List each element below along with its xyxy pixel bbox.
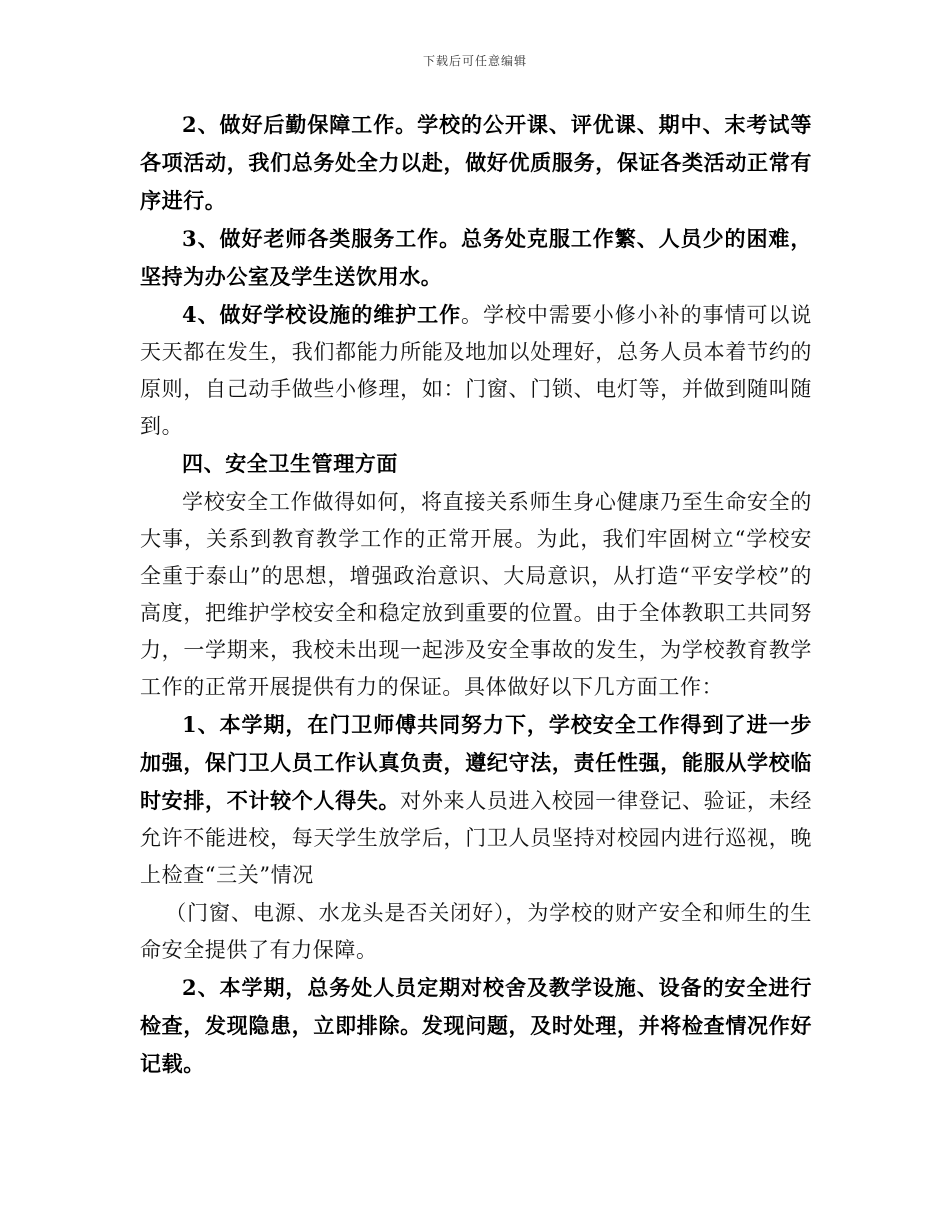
paragraph-safety-intro [140,483,812,706]
section-heading-text: 四、安全卫生管理方面 [182,451,398,476]
document-body [140,106,812,1083]
section-heading-safety [140,445,812,483]
paragraph-text: 对外来人员进入校园一律登记、验证，未经允许不能进校，每天学生放学后，门卫人员坚持对校园内进行巡视，晚上检查“三关”情况 [140,789,812,887]
paragraph-gatekeeper [140,706,812,894]
paragraph-teacher-service [140,220,812,296]
paragraph-bold-text: 1、本学期，在门卫师傅共同努力下，学校安全工作得到了进一步加强，保门卫人员工作认真负责，遵纪守法，责任性强，能服从学校临时安排，不计较个人得失。 [140,712,812,813]
paragraph-text: （门窗、电源、水龙头是否关闭好），为学校的财产安全和师生的生命安全提供了有力保障。 [140,901,812,962]
paragraph-bold-text: 2、本学期，总务处人员定期对校舍及教学设施、设备的安全进行检查，发现隐患，立即排除。发现问题，及时处理，并将检查情况作好记载。 [140,975,812,1076]
paragraph-bold-text: 2、做好后勤保障工作。学校的公开课、评优课、期中、末考试等各项活动，我们总务处全力以赴，做好优质服务，保证各类活动正常有序进行。 [140,112,812,213]
paragraph-text: 学校安全工作做得如何，将直接关系师生身心健康乃至生命安全的大事，关系到教育教学工作的正常开展。为此，我们牢固树立“学校安全重于泰山”的思想，增强政治意识、大局意识，从打造“平安学校”的高度，把维护学校安全和稳定放到重要的位置。由于全体教职工共同努力，一学期来，我校未出现一起涉及安全事故的发生，为学校教育教学工作的正常开展提供有力的保证。具体做好以下几方面工作： [140,490,812,699]
paragraph-maintenance [140,296,812,445]
paragraph-bold-text: 3、做好老师各类服务工作。总务处克服工作繁、人员少的困难，坚持为办公室及学生送饮用水。 [140,226,812,289]
page-header: 下载后可任意编辑 [422,54,527,68]
paragraph-text: 。学校中需要小修小补的事情可以说天天都在发生，我们都能力所能及地加以处理好，总务人员本着节约的原则，自己动手做些小修理，如：门窗、门锁、电灯等，并做到随叫随到。 [140,303,812,438]
paragraph-bold-text: 4、做好学校设施的维护工作 [182,302,462,327]
paragraph-inspection [140,969,812,1083]
paragraph-gatekeeper-continued [140,894,812,969]
paragraph-logistics [140,106,812,220]
